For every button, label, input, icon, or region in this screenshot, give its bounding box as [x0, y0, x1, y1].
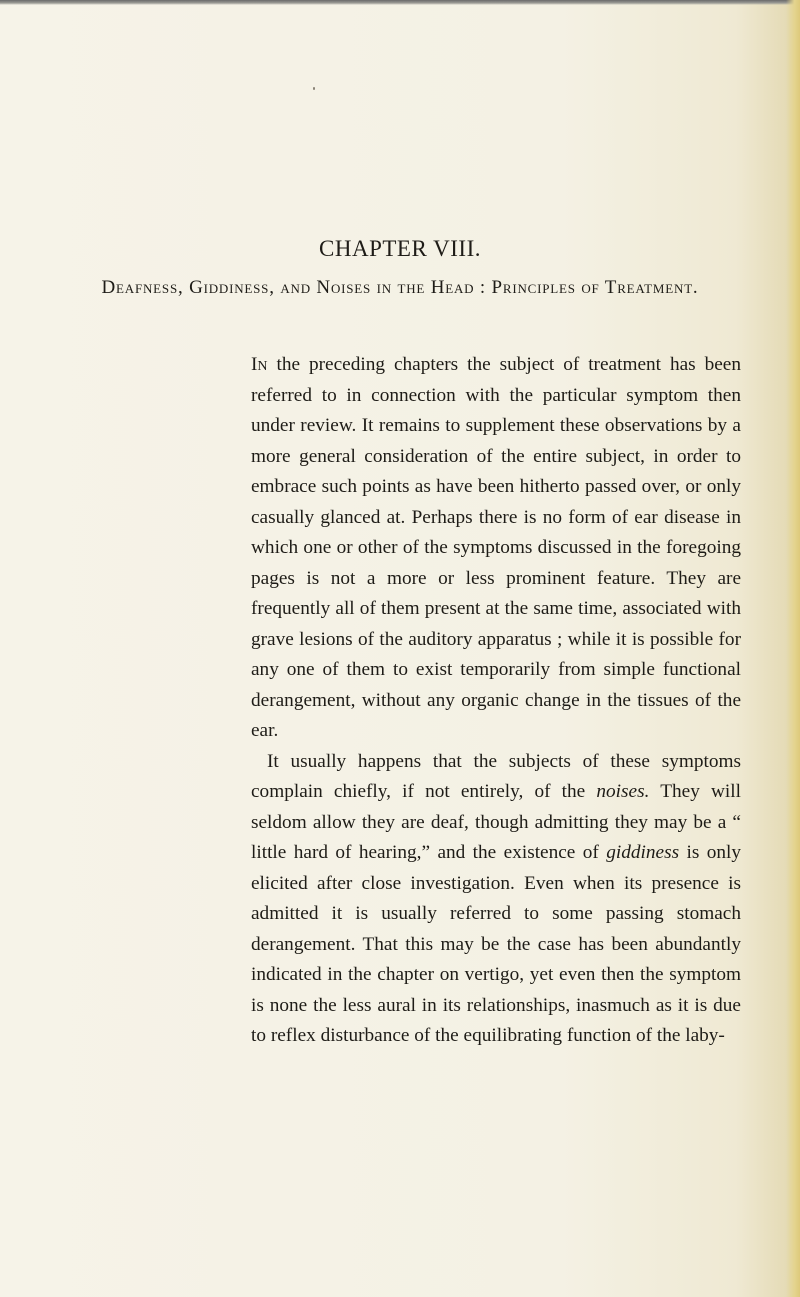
italic-giddiness: giddiness	[606, 842, 680, 863]
chapter-subtitle: Deafness, Giddiness, and Noises in the Head : Principles of Treatment.	[101, 277, 699, 298]
italic-noises: noises.	[596, 781, 650, 802]
paragraph-2-text-c: is only elicited after close investigation. Even when its presence is admitted it is usually referred to some passing stomach derangement. That this may be the case has been abundantly indicated in the chapter on vertigo, yet even then the symptom is none the less aural in its relationships, inasmuch as it is due to reflex disturbance of the equilibrating function of the laby-	[251, 842, 742, 1046]
paragraph-1-text: the preceding chapters the subject of treatment has been referred to in connection with the particular symptom then under review. It remains to supplement these observations by a more general consideration of the entire subject, in order to embrace such points as have been hitherto passed over, or only casually glanced at. Perhaps there is no form of ear disease in which one or other of the symptoms discussed in the foregoing pages is not a more or less prominent feature. They are frequently all of them present at the same time, associated with grave lesions of the auditory apparatus ; while it is possible for any one of them to exist temporarily from simple functional derangement, without any organic change in the tissues of the ear.	[251, 354, 741, 741]
chapter-title: CHAPTER VIII.	[319, 236, 481, 261]
paragraph-2	[251, 747, 741, 1052]
scan-speck	[313, 87, 315, 90]
paragraph-2-text-b: They will seldom allow they are deaf, though admitting they may be a “ little hard of hearing,” and the existence of	[251, 781, 741, 863]
paragraph-2-text-a: It usually happens that the subjects of these symptoms complain chiefly, if not entirely, of the	[251, 750, 741, 802]
page-edge-shadow	[786, 0, 800, 1297]
paragraph-1	[251, 350, 741, 747]
paragraph-lead-word: In	[251, 354, 268, 375]
scan-top-edge	[0, 0, 800, 5]
body-text	[251, 350, 741, 1052]
